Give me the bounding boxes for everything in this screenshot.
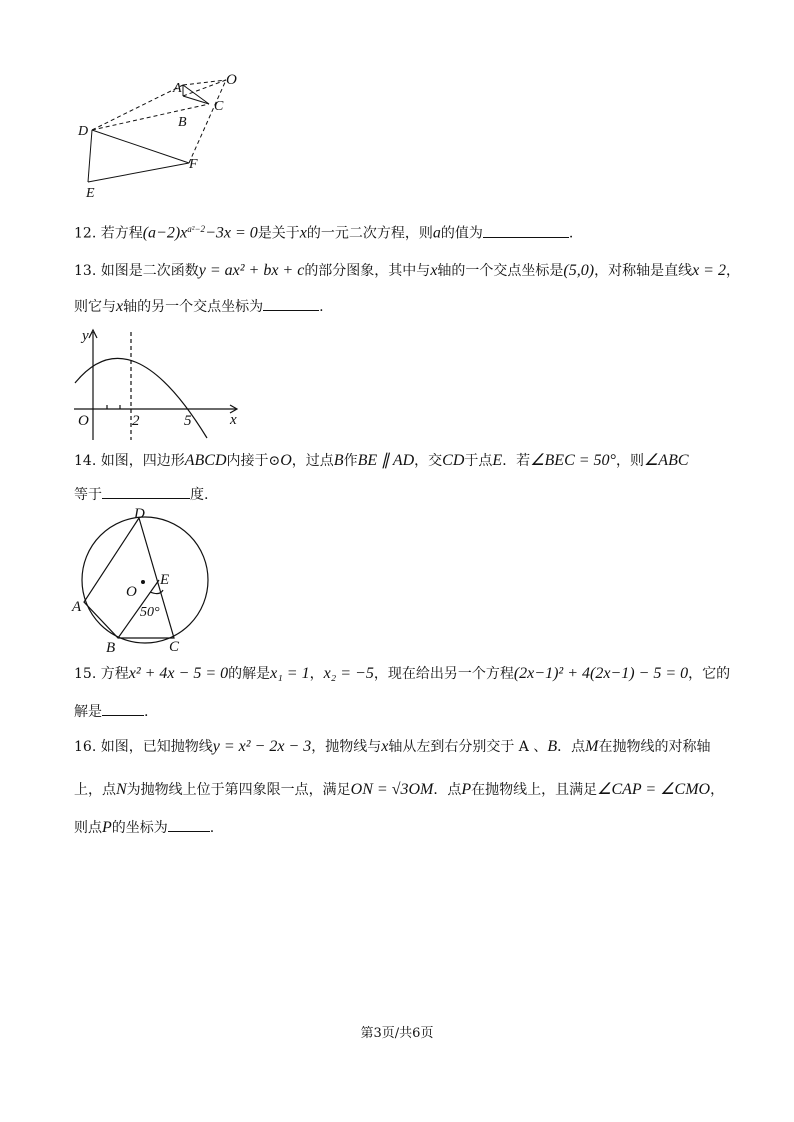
answer-blank[interactable] xyxy=(168,817,210,832)
question-number: 12. xyxy=(74,225,97,242)
answer-blank[interactable] xyxy=(263,296,319,311)
axis-label-y: y xyxy=(82,328,89,344)
question-14-line2: 等于 度. xyxy=(74,484,208,505)
question-12: 12. 若方程$(a-2)x^{a^2-2}-3x = 0$是关于x的一元二次方程，则a的值为 . xyxy=(74,224,574,242)
label-D: D xyxy=(134,506,145,522)
label-O: O xyxy=(226,72,237,88)
question-13: 13. 如图是二次函数y = ax² + bx + c的部分图象，其中与x轴的一个交点坐标是(5,0)，对称轴是直线x = 2， xyxy=(74,262,740,279)
label-C: C xyxy=(169,639,180,655)
label-C: C xyxy=(214,99,224,114)
label-O: O xyxy=(126,584,137,600)
label-A: A xyxy=(173,81,182,96)
question-number: 13. xyxy=(74,263,97,279)
equation: (a−2)x xyxy=(142,224,188,242)
figure-q11 xyxy=(74,68,254,202)
angle-label: 50° xyxy=(140,605,160,620)
question-number: 14. xyxy=(74,453,97,469)
question-15-line2: 解是 . xyxy=(74,701,148,722)
question-15: 15. 方程x² + 4x − 5 = 0的解是x₁ = 1，x₂ = −5，现在给出另一个方程(2x−1)² + 4(2x−1) − 5 = 0，它的 xyxy=(74,665,731,682)
figure-q13 xyxy=(70,326,245,444)
question-13-line2: 则它与x轴的另一个交点坐标为 . xyxy=(74,298,324,315)
tick-label-5: 5 xyxy=(184,413,192,429)
question-number: 16. xyxy=(74,739,97,755)
origin-label: O xyxy=(78,413,89,429)
question-14: 14. 如图，四边形ABCD内接于⊙O，过点B作BE ∥ AD，交CD于点E．若∠BEC = 50°，则∠ABC xyxy=(74,452,689,469)
label-D: D xyxy=(78,124,89,139)
tick-label-2: 2 xyxy=(132,413,140,429)
page-footer: 第3页/共6页 xyxy=(360,1026,434,1041)
answer-blank[interactable] xyxy=(102,484,190,499)
question-number: 15. xyxy=(74,666,97,682)
answer-blank[interactable] xyxy=(483,223,569,238)
question-16: 16. 如图，已知抛物线y = x² − 2x − 3，抛物线与x轴从左到右分别交于 A 、B．点M在抛物线的对称轴 xyxy=(74,738,711,755)
label-B: B xyxy=(106,640,116,656)
label-E: E xyxy=(160,572,170,588)
question-16-line3: 则点P的坐标为 . xyxy=(74,819,215,836)
answer-blank[interactable] xyxy=(102,701,144,716)
label-A: A xyxy=(72,599,82,615)
question-16-line2: 上，点N为抛物线上位于第四象限一点，满足ON = √3OM．点P在抛物线上，且满足∠CAP = ∠CMO， xyxy=(74,781,725,798)
label-B: B xyxy=(178,115,187,130)
label-E: E xyxy=(86,186,95,201)
axis-label-x: x xyxy=(230,412,237,428)
figure-q14 xyxy=(70,504,220,656)
label-F: F xyxy=(189,157,198,172)
